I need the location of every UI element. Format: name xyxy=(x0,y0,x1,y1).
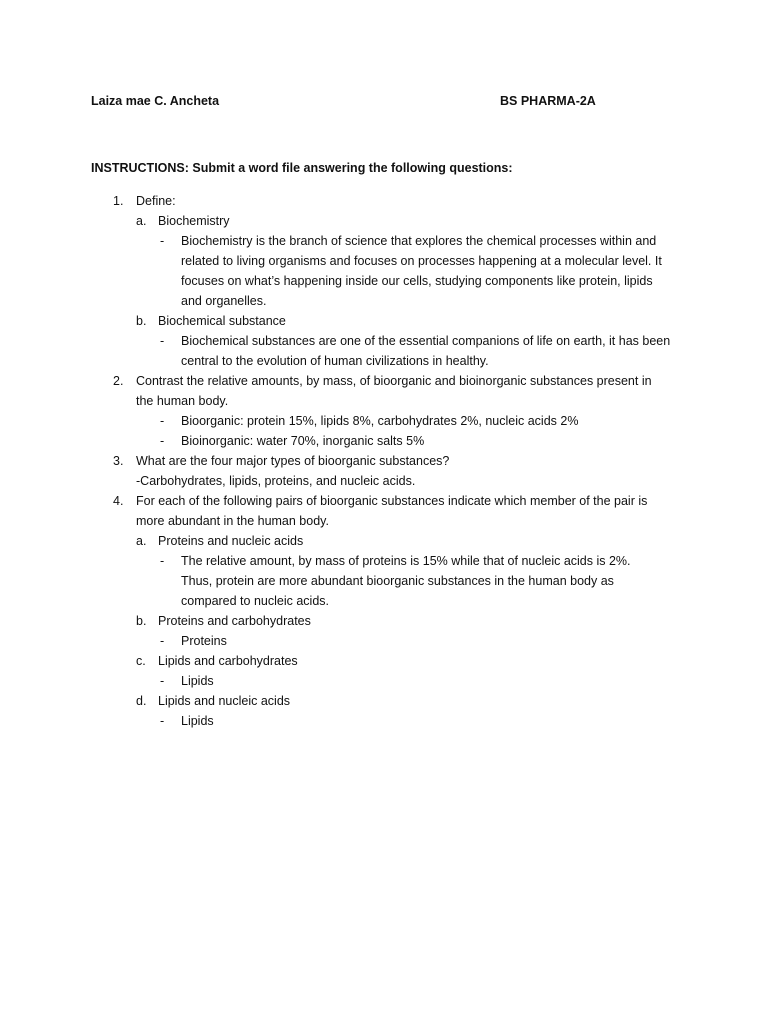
q1a-line-3: focuses on what’s happening inside our cells, studying components like protein, lipids xyxy=(181,274,653,288)
q4d-letter: d. xyxy=(136,694,147,708)
q4d-dash: - xyxy=(160,714,165,728)
q4a-letter: a. xyxy=(136,534,147,548)
q2-dash-1: - xyxy=(160,414,165,428)
student-name: Laiza mae C. Ancheta xyxy=(91,94,220,108)
q1a-letter: a. xyxy=(136,214,147,228)
q1b-line-1: Biochemical substances are one of the essential companions of life on earth, it has been xyxy=(181,334,671,348)
q1b-letter: b. xyxy=(136,314,147,328)
q2-line-2: the human body. xyxy=(136,394,229,408)
q1a-line-2: related to living organisms and focuses on processes happening at a molecular level. It xyxy=(181,254,662,268)
q1-number: 1. xyxy=(113,194,124,208)
q3-question: What are the four major types of bioorganic substances? xyxy=(136,454,450,468)
q4b-answer: Proteins xyxy=(181,634,227,648)
q2-number: 2. xyxy=(113,374,124,388)
q4c-dash: - xyxy=(160,674,165,688)
q4b-dash: - xyxy=(160,634,165,648)
q4a-line-2: Thus, protein are more abundant bioorganic substances in the human body as xyxy=(181,574,614,588)
q4a-line-3: compared to nucleic acids. xyxy=(181,594,329,608)
q1b-title: Biochemical substance xyxy=(158,314,286,328)
q4-number: 4. xyxy=(113,494,124,508)
q4c-letter: c. xyxy=(136,654,146,668)
q2-bioinorganic: Bioinorganic: water 70%, inorganic salts 5% xyxy=(181,434,425,448)
q1a-dash: - xyxy=(160,234,165,248)
q3-answer: -Carbohydrates, lipids, proteins, and nucleic acids. xyxy=(136,474,416,488)
q4a-dash: - xyxy=(160,554,165,568)
course-section: BS PHARMA-2A xyxy=(500,94,596,108)
q1-title: Define: xyxy=(136,194,176,208)
q4c-answer: Lipids xyxy=(181,674,214,688)
q4d-title: Lipids and nucleic acids xyxy=(158,694,291,708)
q4d-answer: Lipids xyxy=(181,714,214,728)
instructions: INSTRUCTIONS: Submit a word file answering the following questions: xyxy=(91,161,513,175)
q4-line-2: more abundant in the human body. xyxy=(136,514,329,528)
q1b-dash: - xyxy=(160,334,165,348)
q1b-line-2: central to the evolution of human civilizations in healthy. xyxy=(181,354,489,368)
q2-dash-2: - xyxy=(160,434,165,448)
q2-bioorganic: Bioorganic: protein 15%, lipids 8%, carbohydrates 2%, nucleic acids 2% xyxy=(181,414,579,428)
q4b-title: Proteins and carbohydrates xyxy=(158,614,311,628)
q4c-title: Lipids and carbohydrates xyxy=(158,654,298,668)
q1a-line-4: and organelles. xyxy=(181,294,267,308)
q1a-title: Biochemistry xyxy=(158,214,230,228)
q4b-letter: b. xyxy=(136,614,147,628)
q3-number: 3. xyxy=(113,454,124,468)
q1a-line-1: Biochemistry is the branch of science that explores the chemical processes within and xyxy=(181,234,657,248)
q4a-line-1: The relative amount, by mass of proteins is 15% while that of nucleic acids is 2%. xyxy=(181,554,631,568)
q4a-title: Proteins and nucleic acids xyxy=(158,534,304,548)
q2-line-1: Contrast the relative amounts, by mass, of bioorganic and bioinorganic substances present in xyxy=(136,374,652,388)
q4-line-1: For each of the following pairs of bioorganic substances indicate which member of the pair is xyxy=(136,494,648,508)
